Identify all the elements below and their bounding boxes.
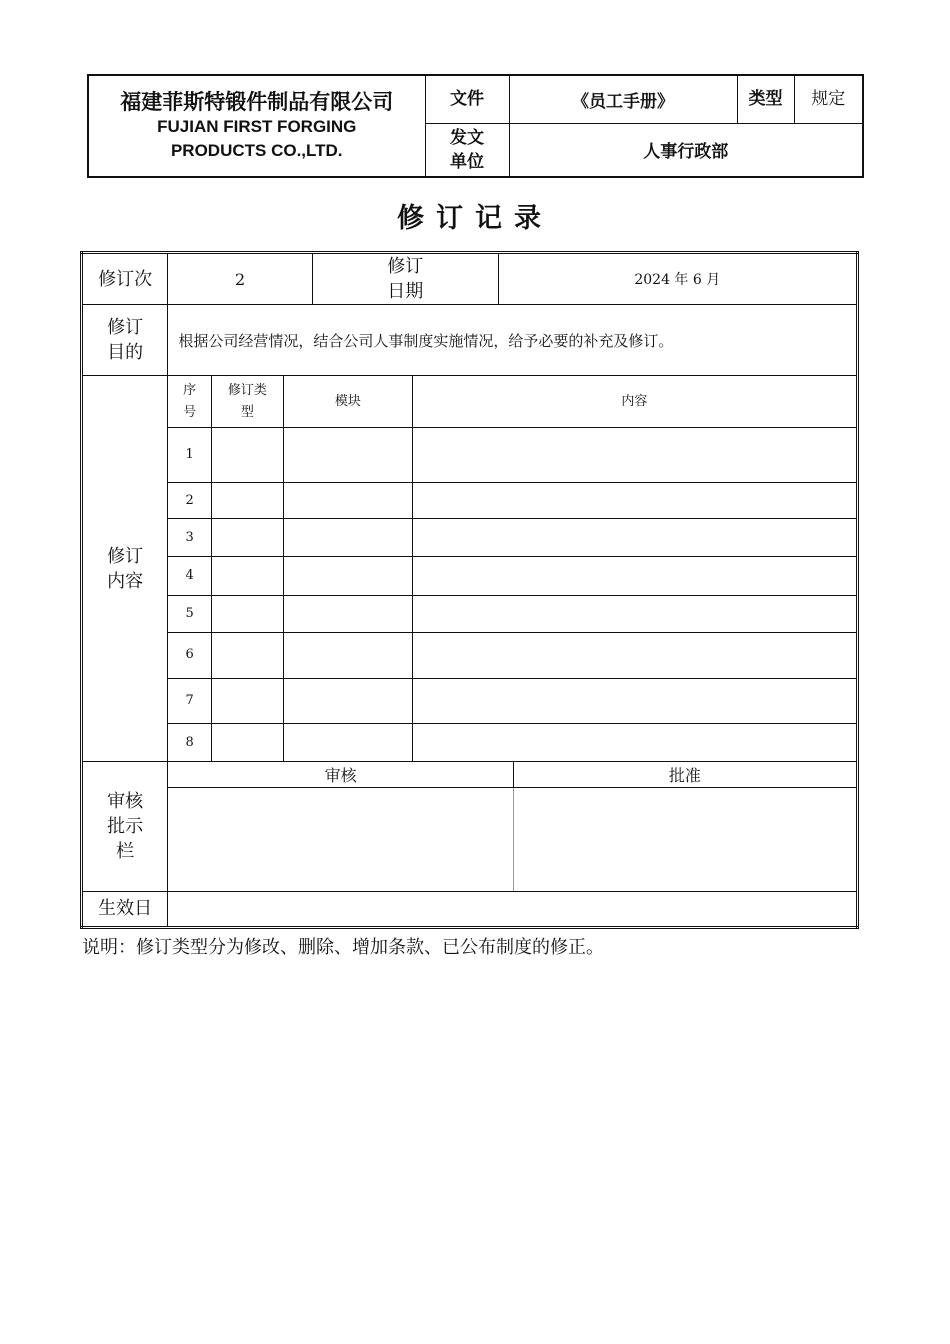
revision-date-label bbox=[312, 253, 498, 305]
revision-no-value: 2 bbox=[168, 253, 313, 305]
approve-label: 批准 bbox=[513, 762, 856, 787]
purpose-value: 根据公司经营情况，结合公司人事制度实施情况，给予必要的补充及修订。 bbox=[168, 305, 858, 376]
review-signature-area[interactable] bbox=[168, 787, 513, 890]
type-header bbox=[211, 376, 283, 427]
row-module-cell bbox=[283, 519, 412, 557]
row-number: 4 bbox=[168, 557, 211, 596]
page-title: 修订记录 bbox=[397, 203, 553, 234]
file-value: 《员工手册》 bbox=[509, 75, 737, 123]
row-module-cell bbox=[283, 427, 412, 482]
content-cell bbox=[168, 376, 858, 762]
company-name bbox=[88, 75, 425, 177]
table-row bbox=[168, 723, 856, 761]
row-type-cell bbox=[211, 557, 283, 596]
type-label: 类型 bbox=[737, 75, 794, 123]
row-content-cell bbox=[412, 557, 856, 596]
row-content-cell bbox=[412, 483, 856, 519]
content-header: 内容 bbox=[412, 376, 856, 427]
row-type-cell bbox=[211, 483, 283, 519]
purpose-label-line2: 目的 bbox=[107, 342, 144, 364]
company-name-en-line1: FUJIAN FIRST FORGING bbox=[157, 117, 357, 136]
row-content-cell bbox=[412, 519, 856, 557]
review-label: 审核 bbox=[168, 762, 513, 787]
row-content-cell bbox=[412, 723, 856, 761]
row-number: 5 bbox=[168, 596, 211, 632]
footnote: 说明：修订类型分为修改、删除、增加条款、已公布制度的修正。 bbox=[82, 937, 604, 958]
seq-header-line1: 序 bbox=[183, 382, 197, 398]
row-number: 6 bbox=[168, 632, 211, 678]
content-label-line1: 修订 bbox=[107, 545, 144, 567]
row-module-cell bbox=[283, 678, 412, 723]
purpose-label bbox=[82, 305, 168, 376]
revision-record-table bbox=[80, 251, 859, 929]
revision-date-value: 2024 年 6 月 bbox=[498, 253, 857, 305]
row-type-cell bbox=[211, 632, 283, 678]
row-module-cell bbox=[283, 723, 412, 761]
table-row bbox=[168, 427, 856, 482]
table-row bbox=[168, 483, 856, 519]
row-type-cell bbox=[211, 678, 283, 723]
revision-date-label-line2: 日期 bbox=[387, 281, 424, 303]
document-header bbox=[87, 74, 864, 178]
table-row bbox=[168, 519, 856, 557]
seq-header bbox=[168, 376, 211, 427]
row-type-cell bbox=[211, 723, 283, 761]
table-row bbox=[168, 557, 856, 596]
dept-value: 人事行政部 bbox=[509, 123, 863, 177]
type-value: 规定 bbox=[794, 75, 863, 123]
row-content-cell bbox=[412, 678, 856, 723]
table-row bbox=[168, 678, 856, 723]
row-content-cell bbox=[412, 596, 856, 632]
company-name-cn: 福建菲斯特锻件制品有限公司 bbox=[120, 90, 394, 114]
row-module-cell bbox=[283, 557, 412, 596]
approval-label-line3: 栏 bbox=[116, 841, 135, 863]
effective-date-label: 生效日 bbox=[82, 891, 168, 927]
dept-label-line2: 单位 bbox=[450, 151, 484, 172]
module-header: 模块 bbox=[283, 376, 412, 427]
type-header-line1: 修订类 bbox=[227, 382, 267, 398]
row-number: 3 bbox=[168, 519, 211, 557]
file-label: 文件 bbox=[425, 75, 509, 123]
company-name-en-line2: PRODUCTS CO.,LTD. bbox=[170, 141, 343, 160]
table-row bbox=[168, 632, 856, 678]
approve-signature-area[interactable] bbox=[513, 787, 856, 890]
approval-table bbox=[168, 762, 856, 890]
row-module-cell bbox=[283, 632, 412, 678]
row-number: 8 bbox=[168, 723, 211, 761]
row-number: 1 bbox=[168, 427, 211, 482]
dept-label-line1: 发文 bbox=[450, 127, 484, 148]
row-number: 2 bbox=[168, 483, 211, 519]
row-type-cell bbox=[211, 427, 283, 482]
items-header-row bbox=[168, 376, 856, 427]
seq-header-line2: 号 bbox=[183, 404, 197, 420]
type-header-line2: 型 bbox=[240, 404, 254, 420]
revision-items-table bbox=[168, 376, 856, 761]
row-module-cell bbox=[283, 483, 412, 519]
content-label-line2: 内容 bbox=[107, 570, 144, 592]
purpose-label-line1: 修订 bbox=[107, 317, 144, 339]
approval-label bbox=[82, 762, 168, 891]
row-number: 7 bbox=[168, 678, 211, 723]
dept-label bbox=[425, 123, 509, 177]
effective-date-value[interactable] bbox=[168, 891, 858, 927]
row-type-cell bbox=[211, 596, 283, 632]
row-content-cell bbox=[412, 632, 856, 678]
approval-label-line1: 审核 bbox=[107, 791, 144, 813]
row-type-cell bbox=[211, 519, 283, 557]
revision-no-label: 修订次 bbox=[82, 253, 168, 305]
table-row bbox=[168, 596, 856, 632]
revision-date-label-line1: 修订 bbox=[387, 256, 424, 278]
content-label bbox=[82, 376, 168, 762]
approval-cell bbox=[168, 762, 858, 891]
approval-label-line2: 批示 bbox=[107, 816, 144, 838]
row-module-cell bbox=[283, 596, 412, 632]
row-content-cell bbox=[412, 427, 856, 482]
